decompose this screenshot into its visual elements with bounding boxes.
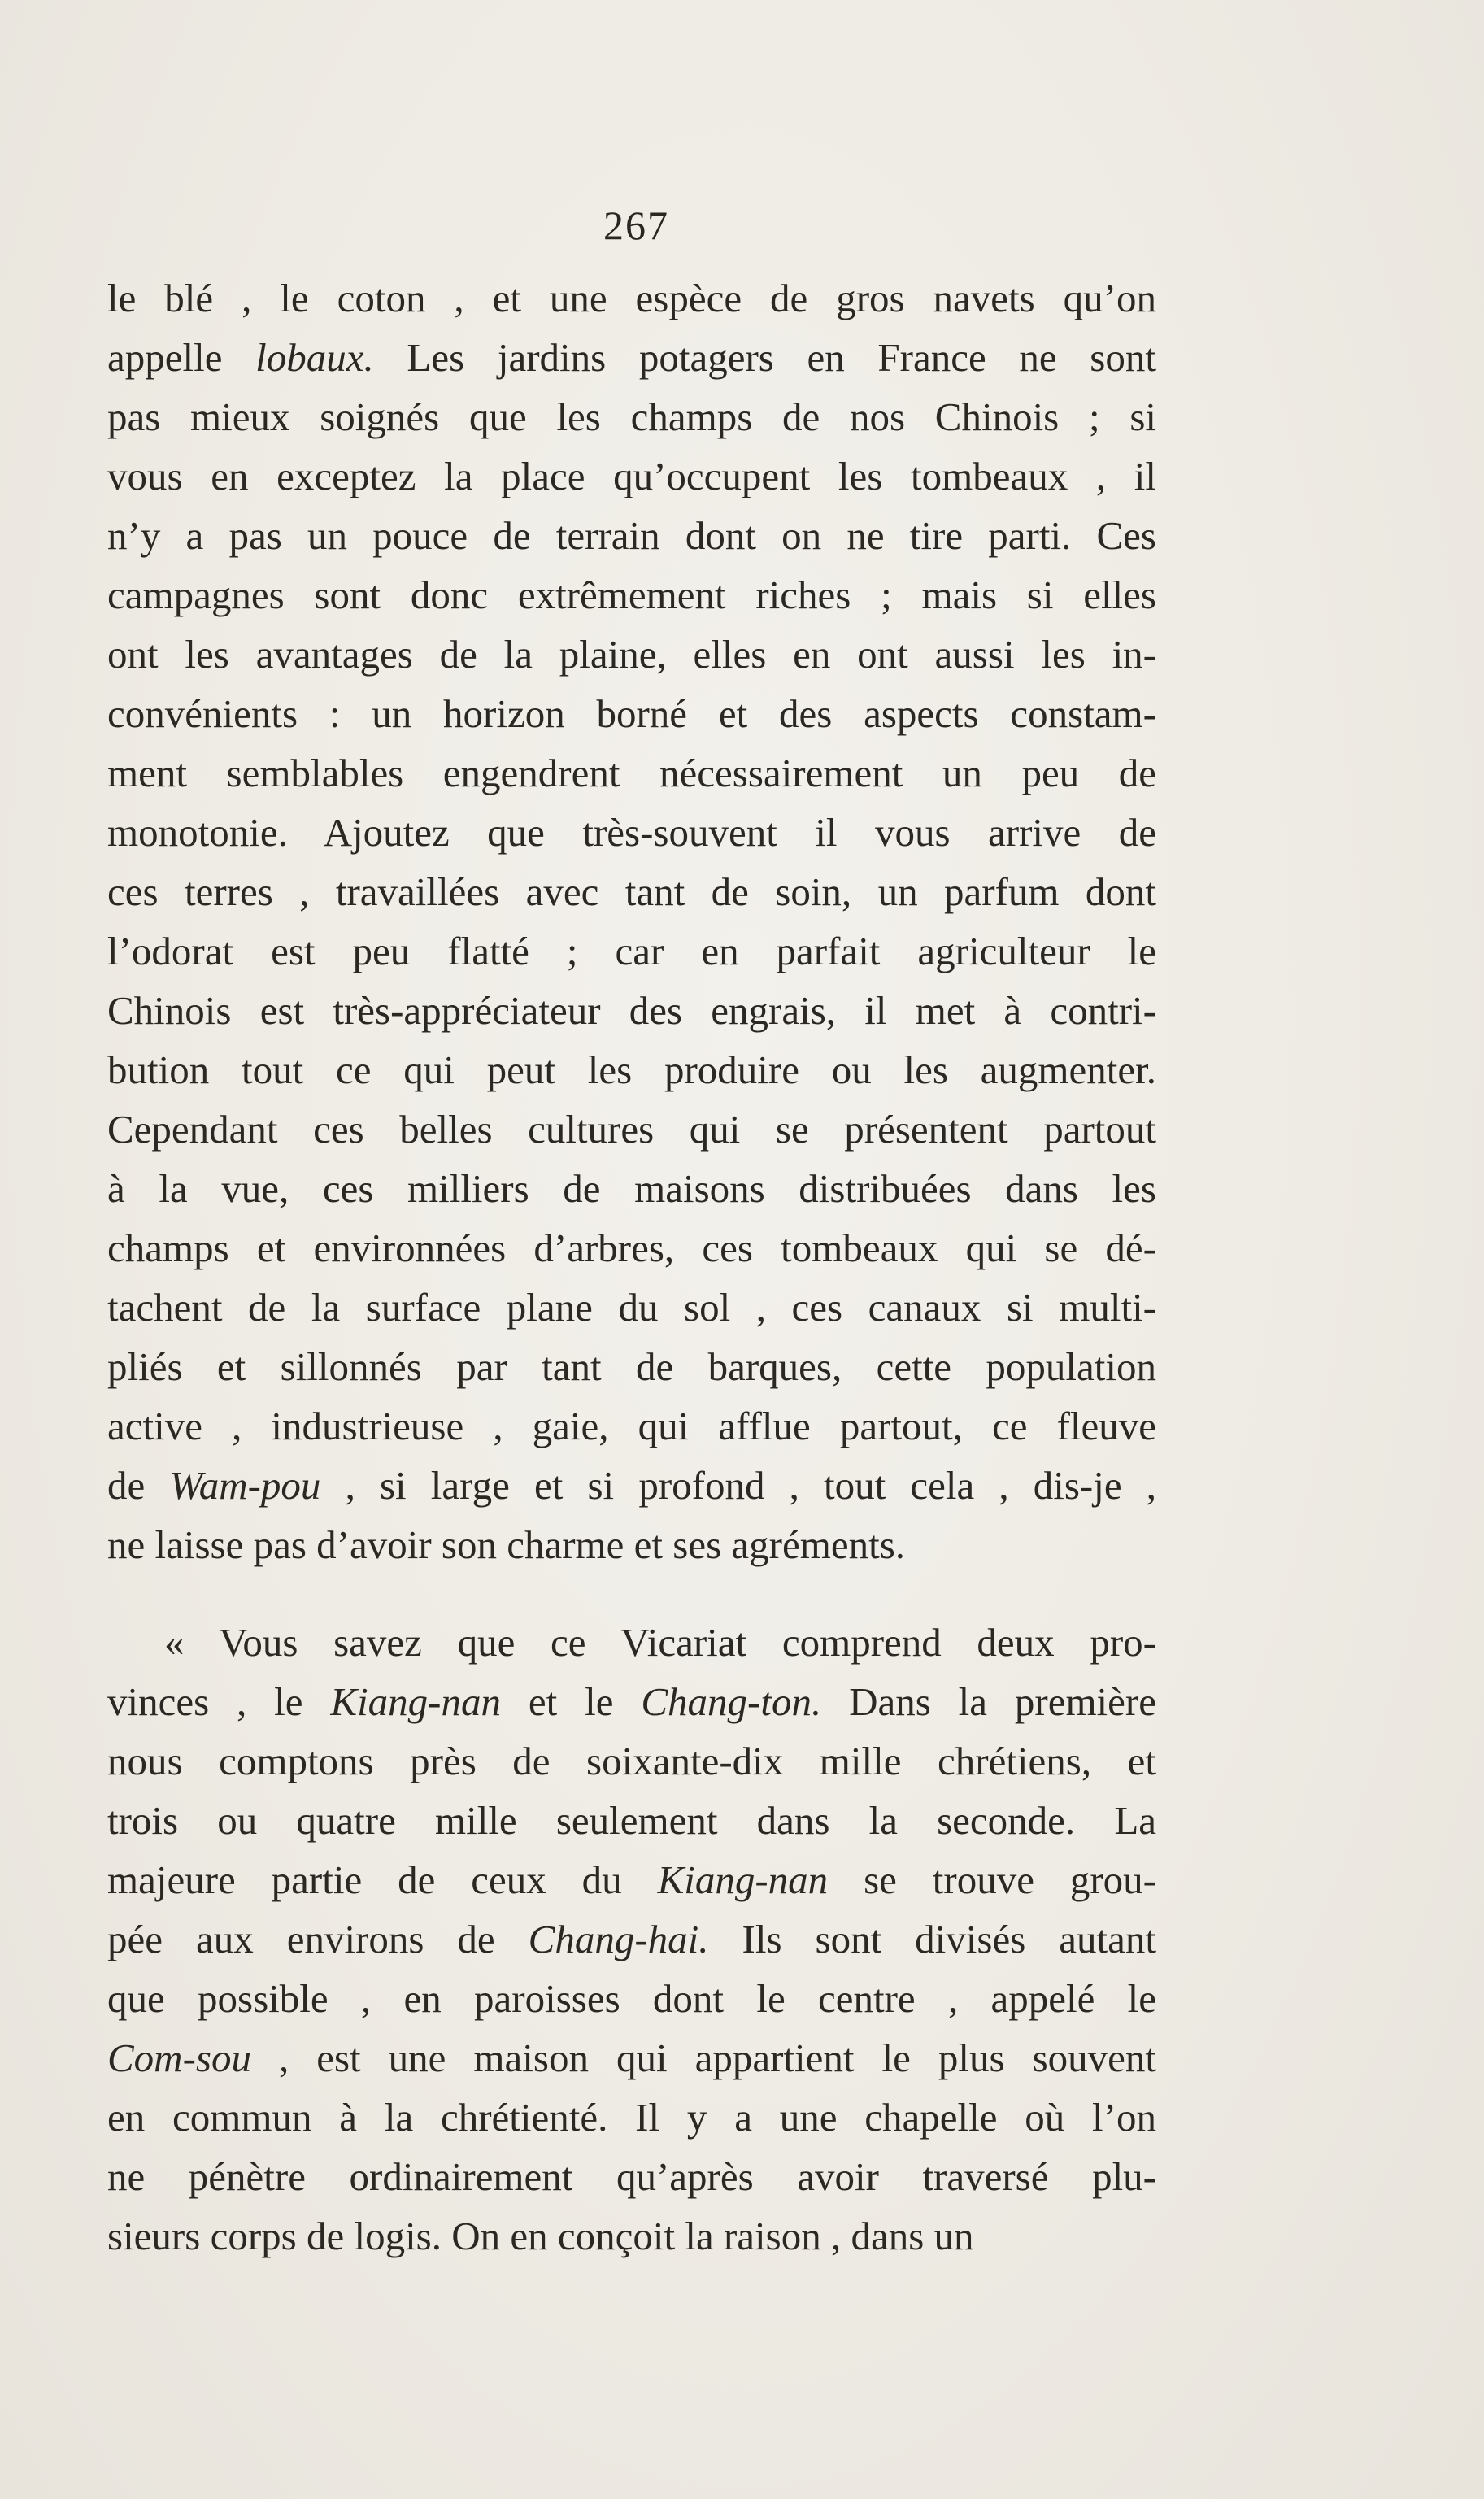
text-run: sieurs corps de logis. On en conçoit la raison , dans un [107, 2214, 974, 2258]
text-run: appelle [107, 335, 256, 380]
text-line [107, 387, 1156, 446]
text-line [107, 1850, 1156, 1909]
paragraph-gap [107, 1574, 1156, 1613]
text-run: tachent de la surface plane du sol , ces canaux si multi- [107, 1285, 1156, 1330]
text-line [107, 446, 1156, 506]
text-run: convénients : un horizon borné et des aspects constam- [107, 691, 1156, 736]
text-run: Chinois est très-appréciateur des engrais, il met à contri- [107, 988, 1156, 1033]
text-line [107, 1515, 1156, 1574]
text-run: le blé , le coton , et une espèce de gros navets qu’on [107, 276, 1156, 320]
text-run: , si large et si profond , tout cela , dis-je , [320, 1463, 1157, 1508]
text-line [107, 506, 1156, 565]
text-run: en commun à la chrétienté. Il y a une chapelle où l’on [107, 2095, 1156, 2140]
text-run: active , industrieuse , gaie, qui afflue partout, ce fleuve [107, 1404, 1156, 1448]
text-run: n’y a pas un pouce de terrain dont on ne tire parti. Ces [107, 513, 1156, 558]
text-run: Dans la première [821, 1679, 1156, 1724]
text-line [107, 1396, 1156, 1456]
text-line [107, 1099, 1156, 1159]
italic-run: Kiang-nan [330, 1679, 502, 1724]
paragraph [107, 268, 1156, 1574]
text-run: ces terres , travaillées avec tant de soin, un parfum dont [107, 869, 1156, 914]
text-line [107, 2206, 1156, 2266]
text-line [107, 1218, 1156, 1278]
text-line [107, 1672, 1156, 1731]
text-line [107, 1337, 1156, 1396]
text-line [107, 803, 1156, 862]
text-run: de [107, 1463, 170, 1508]
text-run: majeure partie de ceux du [107, 1857, 658, 1902]
italic-run: Chang-ton. [641, 1679, 822, 1724]
text-run: pas mieux soignés que les champs de nos Chinois ; si [107, 394, 1156, 439]
text-run: ne pénètre ordinairement qu’après avoir traversé plu- [107, 2154, 1156, 2199]
italic-run: Chang-hai. [528, 1917, 709, 1961]
text-line [107, 1791, 1156, 1850]
text-run: l’odorat est peu flatté ; car en parfait agriculteur le [107, 929, 1156, 973]
text-line [107, 1159, 1156, 1218]
text-run: bution tout ce qui peut les produire ou les augmenter. [107, 1047, 1156, 1092]
text-run: ment semblables engendrent nécessairement un peu de [107, 751, 1156, 795]
text-line [107, 1613, 1156, 1672]
text-run: pliés et sillonnés par tant de barques, cette population [107, 1344, 1156, 1389]
text-line [107, 921, 1156, 981]
text-line [107, 328, 1156, 387]
text-line [107, 268, 1156, 328]
italic-run: Wam-pou [169, 1463, 321, 1508]
text-line [107, 565, 1156, 625]
text-line [107, 1278, 1156, 1337]
text-run: vinces , le [107, 1679, 331, 1724]
text-run: « Vous savez que ce Vicariat comprend deux pro- [164, 1620, 1156, 1665]
italic-run: Kiang-nan [657, 1857, 829, 1902]
text-line [107, 2028, 1156, 2088]
text-run: monotonie. Ajoutez que très-souvent il vous arrive de [107, 810, 1156, 855]
text-run: ont les avantages de la plaine, elles en ont aussi les in- [107, 632, 1156, 677]
text-run: Ils sont divisés autant [708, 1917, 1156, 1961]
text-line [107, 1456, 1156, 1515]
text-run: vous en exceptez la place qu’occupent les tombeaux , il [107, 454, 1156, 498]
text-line [107, 2088, 1156, 2147]
text-line [107, 1969, 1156, 2028]
text-run: pée aux environs de [107, 1917, 529, 1961]
text-run: , est une maison qui appartient le plus souvent [250, 2035, 1156, 2080]
text-run: champs et environnées d’arbres, ces tombeaux qui se dé- [107, 1226, 1156, 1270]
text-line [107, 743, 1156, 803]
text-run: campagnes sont donc extrêmement riches ; mais si elles [107, 573, 1156, 617]
text-line [107, 2147, 1156, 2206]
text-line [107, 1040, 1156, 1099]
page-number: 267 [603, 202, 669, 248]
text-line [107, 981, 1156, 1040]
text-line [107, 684, 1156, 743]
text-run: Les jardins potagers en France ne sont [373, 335, 1156, 380]
text-run: et le [501, 1679, 642, 1724]
text-run: Cependant ces belles cultures qui se présentent partout [107, 1107, 1156, 1152]
text-line [107, 625, 1156, 684]
paragraph [107, 1613, 1156, 2266]
text-line [107, 1731, 1156, 1791]
body-text [107, 268, 1156, 2266]
text-run: nous comptons près de soixante-dix mille chrétiens, et [107, 1739, 1156, 1783]
text-line [107, 1909, 1156, 1969]
text-run: que possible , en paroisses dont le centre , appelé le [107, 1976, 1156, 2021]
italic-run: Com-sou [107, 2035, 251, 2080]
text-run: à la vue, ces milliers de maisons distribuées dans les [107, 1166, 1156, 1211]
text-line [107, 862, 1156, 921]
text-run: se trouve grou- [828, 1857, 1157, 1902]
italic-run: lobaux. [255, 335, 374, 380]
text-run: trois ou quatre mille seulement dans la seconde. La [107, 1798, 1156, 1843]
text-run: ne laisse pas d’avoir son charme et ses agréments. [107, 1522, 906, 1567]
